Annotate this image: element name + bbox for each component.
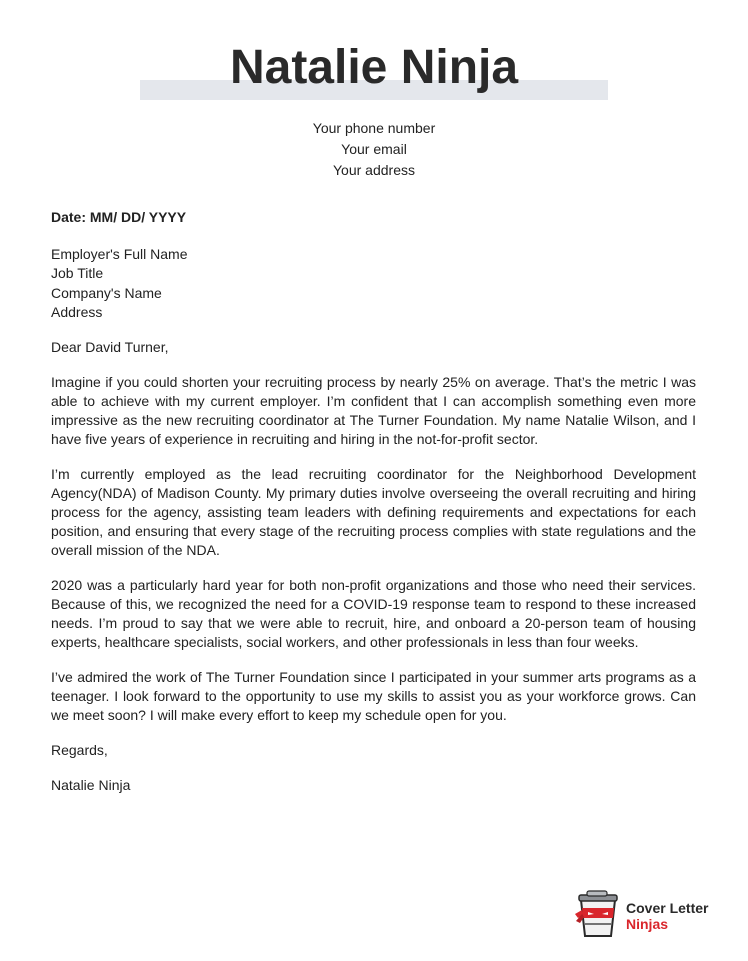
contact-email: Your email [341,141,407,157]
contact-address: Your address [333,162,415,178]
salutation: Dear David Turner, [51,339,169,356]
paragraph-4: I’ve admired the work of The Turner Foundation since I participated in your summer arts programs as a teenager. I look forward to the opportunity to use my skills to assist you as your workforce grows. Can we meet soon? I will make every effort to keep my schedule open for you. [51,669,696,724]
recipient-block [51,245,696,322]
logo-text [626,900,708,932]
cover-letter-ninjas-logo [575,890,725,938]
contact-block [0,118,748,181]
recipient-name: Employer's Full Name [51,246,188,262]
recipient-company: Company's Name [51,284,162,301]
paragraph-1: Imagine if you could shorten your recruiting process by nearly 25% on average. That’s the metric I was able to achieve with my current employer. I’m confident that I can accomplish something even more impressive as the new recruiting coordinator at The Turner Foundation. My name Natalie Wilson, and I have five years of experience in recruiting and hiring in the not-for-profit sector. [51,374,696,448]
ninja-mascot-icon [575,890,621,938]
recipient-title: Job Title [51,265,104,282]
signature-name: Natalie Ninja [51,777,131,794]
recipient-address: Address [51,303,103,320]
logo-line-2: Ninjas [626,916,669,932]
applicant-name: Natalie Ninja [229,41,519,94]
letter-body [51,207,696,795]
logo-line-1: Cover Letter [626,900,709,916]
letter-date: Date: MM/ DD/ YYYY [51,209,187,225]
paragraph-2: I’m currently employed as the lead recruiting coordinator for the Neighborhood Development Agency(NDA) of Madison County. My primary duties involve overseeing the overall recruiting and hiring process for the agency, assisting team leaders with defining requirements and expectations for each position, and ensuring that every stage of the recruiting process complies with state regulations and the overall mission of the NDA. [51,466,696,559]
paragraph-3: 2020 was a particularly hard year for both non-profit organizations and those who need their services. Because of this, we recognized the need for a COVID-19 response team to respond to these increased needs. I’m proud to say that we were able to recruit, hire, and onboard a 20-person team of housing experts, healthcare specialists, social workers, and other professionals in less than four weeks. [51,577,696,651]
closing: Regards, [51,742,108,759]
contact-phone: Your phone number [312,120,436,136]
